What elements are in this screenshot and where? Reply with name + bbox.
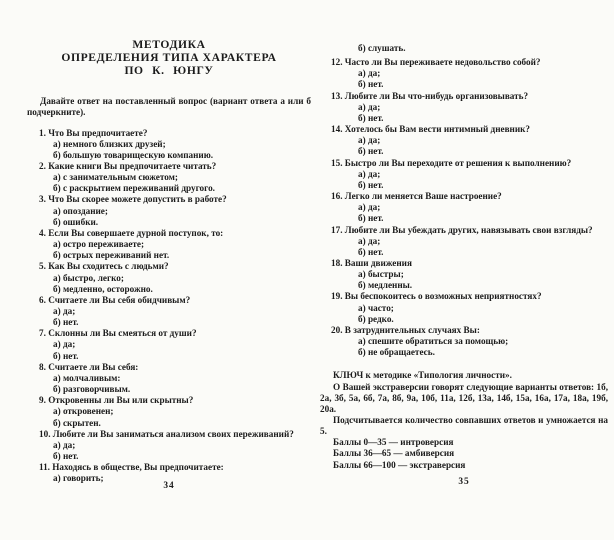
page-title-line: МЕТОДИКА <box>132 38 206 51</box>
question-item <box>27 429 311 462</box>
question-item <box>320 91 608 124</box>
page-title-line: ОПРЕДЕЛЕНИЯ ТИПА ХАРАКТЕРА <box>61 51 277 64</box>
answer-option: б) нет. <box>358 79 384 90</box>
answer-option: а) быстро, легко; <box>53 272 124 283</box>
answer-option: б) нет. <box>358 213 384 224</box>
question-text: 11. Находясь в обществе, Вы предпочитаете: <box>39 462 224 473</box>
question-text: 19. Вы беспокоитесь о возможных неприятностях? <box>331 291 542 302</box>
page-title <box>27 38 311 77</box>
question-text: 13. Любите ли Вы что-нибудь организовывать? <box>331 90 529 101</box>
answer-option: а) откровенен; <box>53 406 114 417</box>
question-item <box>320 225 608 258</box>
answer-option: а) часто; <box>358 302 394 313</box>
question-text: 9. Откровенны ли Вы или скрытны? <box>39 395 194 406</box>
question-text: 1. Что Вы предпочитаете? <box>39 127 148 138</box>
page-title-line: ПО К. ЮНГУ <box>124 64 214 77</box>
answer-option: б) не обращаетесь. <box>358 347 435 358</box>
key-paragraph: О Вашей экстраверсии говорят следующие варианты ответов: 1б, 2а, 3б, 5а, 6б, 7а, 8б, 9а, 10б, 11а, 12б, 13а, 14б, 15а, 16а, 17а, 18а, 19б, 20а. <box>320 381 608 414</box>
question-item <box>320 158 608 191</box>
question-item <box>27 295 311 328</box>
answer-option: а) остро переживаете; <box>53 239 145 250</box>
answer-option: б) нет. <box>358 179 384 190</box>
question-text: 8. Считаете ли Вы себя: <box>39 361 139 372</box>
key-paragraph: Подсчитывается количество совпавших ответов и умножается на 5. <box>320 415 608 437</box>
answer-option: б) медленны. <box>358 280 413 291</box>
question-list-left <box>27 128 311 485</box>
score-legend <box>320 437 608 470</box>
question-text: 14. Хотелось бы Вам вести интимный дневник? <box>331 124 531 135</box>
score-line: Баллы 0—35 — интроверсия <box>333 437 454 448</box>
question-item <box>27 228 311 261</box>
page-left <box>27 38 311 485</box>
question-item <box>320 57 608 90</box>
question-item <box>27 194 311 227</box>
answer-option: а) опоздание; <box>53 205 108 216</box>
answer-option: б) нет. <box>358 246 384 257</box>
answer-option: а) с занимательным сюжетом; <box>53 172 178 183</box>
question-item <box>27 328 311 361</box>
question-text: 5. Как Вы сходитесь с людьми? <box>39 261 169 272</box>
answer-option: б) скрытен. <box>53 417 101 428</box>
question-list-right <box>320 57 608 358</box>
question-text: 3. Что Вы скорее можете допустить в работе? <box>39 194 227 205</box>
question-text: 4. Если Вы совершаете дурной поступок, то: <box>39 227 224 238</box>
question-item <box>320 325 608 358</box>
question-text: 2. Какие книги Вы предпочитаете читать? <box>39 160 217 171</box>
answer-option: а) да; <box>358 235 381 246</box>
question-item <box>27 395 311 428</box>
question-text: 10. Любите ли Вы заниматься анализом своих переживаний? <box>39 428 294 439</box>
question-text: 17. Любите ли Вы убеждать других, навязывать свои взгляды? <box>331 224 593 235</box>
question-item <box>320 124 608 157</box>
answer-option: а) немного близких друзей; <box>53 138 166 149</box>
answer-option: б) большую товарищескую компанию. <box>53 149 214 160</box>
answer-option: а) да; <box>53 439 76 450</box>
question-text: 20. В затруднительных случаях Вы: <box>331 324 480 335</box>
score-line: Баллы 66—100 — экстраверсия <box>333 459 466 470</box>
question-text: 7. Склонны ли Вы смеяться от души? <box>39 328 197 339</box>
answer-option: б) ошибки. <box>53 216 99 227</box>
key-paragraphs <box>320 382 608 438</box>
page-number-right: 35 <box>458 477 470 487</box>
answer-option: а) говорить; <box>53 473 104 484</box>
answer-option: а) да; <box>358 68 381 79</box>
answer-option: б) нет. <box>358 112 384 123</box>
answer-option: а) быстры; <box>358 269 404 280</box>
answer-option: а) да; <box>358 101 381 112</box>
page-number-left: 34 <box>163 481 175 491</box>
answer-option: б) острых переживаний нет. <box>53 250 170 261</box>
question-item <box>27 128 311 161</box>
question-text: 16. Легко ли меняется Ваше настроение? <box>331 191 502 202</box>
carryover-option: б) слушать. <box>358 43 406 53</box>
answer-option: б) нет. <box>53 350 79 361</box>
question-item <box>27 362 311 395</box>
answer-option: а) да; <box>358 168 381 179</box>
answer-option: б) редко. <box>358 313 394 324</box>
answer-option: а) спешите обратиться за помощью; <box>358 336 509 347</box>
key-section <box>320 370 608 470</box>
page-right <box>320 43 608 471</box>
answer-option: б) медленно, осторожно. <box>53 283 153 294</box>
question-text: 12. Часто ли Вы переживаете недовольство собой? <box>331 57 541 68</box>
question-item <box>320 258 608 291</box>
key-title: КЛЮЧ к методике «Типология личности». <box>333 370 512 381</box>
answer-option: б) с раскрытием переживаний другого. <box>53 183 215 194</box>
question-text: 6. Считаете ли Вы себя обидчивым? <box>39 294 191 305</box>
answer-option: а) да; <box>53 306 76 316</box>
question-item <box>27 161 311 194</box>
answer-option: а) да; <box>53 339 76 350</box>
answer-option: а) да; <box>358 135 381 146</box>
question-text: 15. Быстро ли Вы переходите от решения к выполнению? <box>331 157 572 168</box>
question-item <box>320 291 608 324</box>
score-line: Баллы 36—65 — амбиверсия <box>333 448 455 459</box>
answer-option: а) да; <box>358 202 381 213</box>
question-text: 18. Ваши движения <box>331 257 412 268</box>
question-item <box>27 261 311 294</box>
answer-option: б) нет. <box>53 451 79 462</box>
answer-option: б) нет. <box>53 317 79 328</box>
answer-option: б) нет. <box>358 146 384 157</box>
answer-option: а) молчаливым: <box>53 372 121 383</box>
intro-paragraph: Давайте ответ на поставленный вопрос (вариант ответа а или б подчеркните). <box>27 96 311 118</box>
question-item <box>320 191 608 224</box>
answer-option: б) разговорчивым. <box>53 384 131 395</box>
